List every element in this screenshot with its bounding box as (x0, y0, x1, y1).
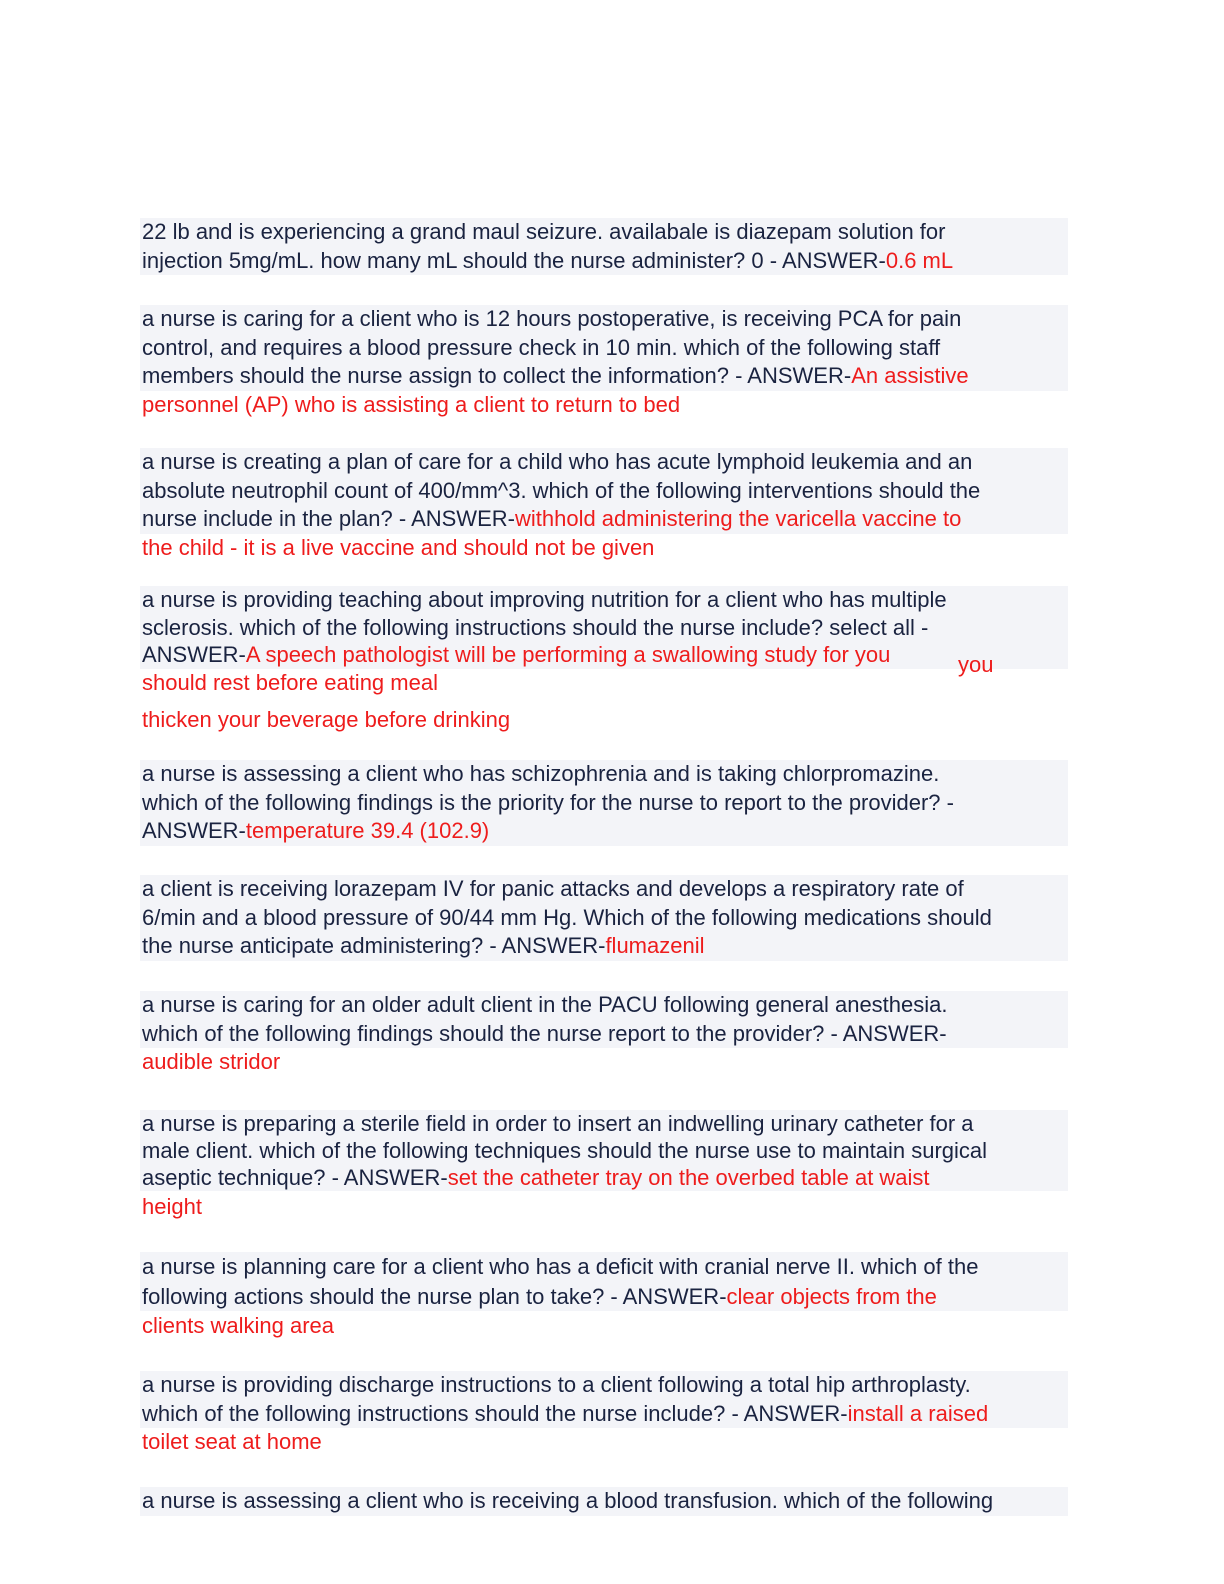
answer-line: audible stridor (142, 1049, 281, 1074)
qa-block-7 (142, 991, 1068, 1077)
question-line: sclerosis. which of the following instructions should the nurse include? select all - (140, 614, 1068, 642)
answer-text: A speech pathologist will be performing a swallowing study for you (245, 642, 891, 667)
question-line: nurse include in the plan? - ANSWER-withhold administering the varicella vaccine to (140, 505, 1068, 534)
answer-fragment: you (958, 652, 994, 677)
question-line: following actions should the nurse plan to take? - ANSWER-clear objects from the (140, 1282, 1068, 1312)
qa-block-2 (142, 305, 1068, 419)
question-line: a nurse is assessing a client who has schizophrenia and is taking chlorpromazine. (140, 760, 1068, 789)
answer-text: flumazenil (605, 933, 705, 958)
question-line: which of the following findings should the nurse report to the provider? - ANSWER- (140, 1020, 1068, 1049)
qa-block-4 (142, 586, 1068, 734)
answer-text: temperature 39.4 (102.9) (245, 818, 490, 843)
answer-text: install a raised (847, 1400, 989, 1426)
question-line: a nurse is assessing a client who is receiving a blood transfusion. which of the following (140, 1487, 1068, 1516)
answer-text: withhold administering the varicella vaccine to (514, 506, 962, 531)
qa-block-3 (142, 448, 1068, 562)
question-line: which of the following instructions should the nurse include? - ANSWER-install a raised (140, 1400, 1068, 1429)
question-line: which of the following findings is the priority for the nurse to report to the provider? - (140, 789, 1068, 818)
question-line: absolute neutrophil count of 400/mm^3. which of the following interventions should the (140, 477, 1068, 506)
answer-line: should rest before eating meal (142, 669, 438, 695)
answer-line: personnel (AP) who is assisting a client to return to bed (142, 391, 681, 417)
question-line: the nurse anticipate administering? - ANSWER-flumazenil (140, 932, 1068, 961)
question-line: a nurse is planning care for a client who has a deficit with cranial nerve II. which of the (140, 1252, 1068, 1282)
answer-text: 0.6 mL (885, 247, 954, 273)
question-line: members should the nurse assign to collect the information? - ANSWER-An assistive (140, 362, 1068, 391)
answer-text: set the catheter tray on the overbed table at waist (447, 1165, 930, 1190)
question-line: a nurse is caring for an older adult client in the PACU following general anesthesia. (140, 991, 1068, 1020)
question-line: a nurse is providing teaching about improving nutrition for a client who has multiple (140, 586, 1068, 614)
question-line: a client is receiving lorazepam IV for panic attacks and develops a respiratory rate of (140, 875, 1068, 904)
answer-line: clients walking area (142, 1313, 334, 1338)
question-line: a nurse is caring for a client who is 12 hours postoperative, is receiving PCA for pain (140, 305, 1068, 334)
answer-text: clear objects from the (726, 1283, 937, 1309)
qa-block-1 (142, 218, 1068, 275)
question-line: aseptic technique? - ANSWER-set the catheter tray on the overbed table at waist (140, 1164, 1068, 1191)
qa-block-8 (142, 1110, 1068, 1220)
qa-block-6 (142, 875, 1068, 961)
qa-block-9 (142, 1252, 1068, 1341)
question-line: ANSWER-A speech pathologist will be performing a swallowing study for you (140, 641, 1068, 669)
question-line: ANSWER-temperature 39.4 (102.9) (140, 817, 1068, 846)
qa-block-10 (142, 1371, 1068, 1457)
answer-line: thicken your beverage before drinking (142, 707, 511, 732)
question-line: a nurse is creating a plan of care for a child who has acute lymphoid leukemia and an (140, 448, 1068, 477)
qa-block-5 (142, 760, 1068, 846)
answer-line: toilet seat at home (142, 1429, 322, 1454)
question-line: a nurse is preparing a sterile field in order to insert an indwelling urinary catheter for a (140, 1110, 1068, 1137)
answer-text: An assistive (851, 363, 969, 388)
answer-line: height (142, 1194, 202, 1219)
question-line: 6/min and a blood pressure of 90/44 mm Hg. Which of the following medications should (140, 904, 1068, 933)
question-line: a nurse is providing discharge instructions to a client following a total hip arthroplasty. (140, 1371, 1068, 1400)
question-line: control, and requires a blood pressure check in 10 min. which of the following staff (140, 334, 1068, 363)
question-line: male client. which of the following techniques should the nurse use to maintain surgical (140, 1137, 1068, 1164)
qa-block-11 (142, 1487, 1068, 1516)
question-line: injection 5mg/mL. how many mL should the nurse administer? 0 - ANSWER-0.6 mL (140, 247, 1068, 276)
answer-line: the child - it is a live vaccine and should not be given (142, 534, 655, 560)
question-line: 22 lb and is experiencing a grand maul seizure. availabale is diazepam solution for (140, 218, 1068, 247)
